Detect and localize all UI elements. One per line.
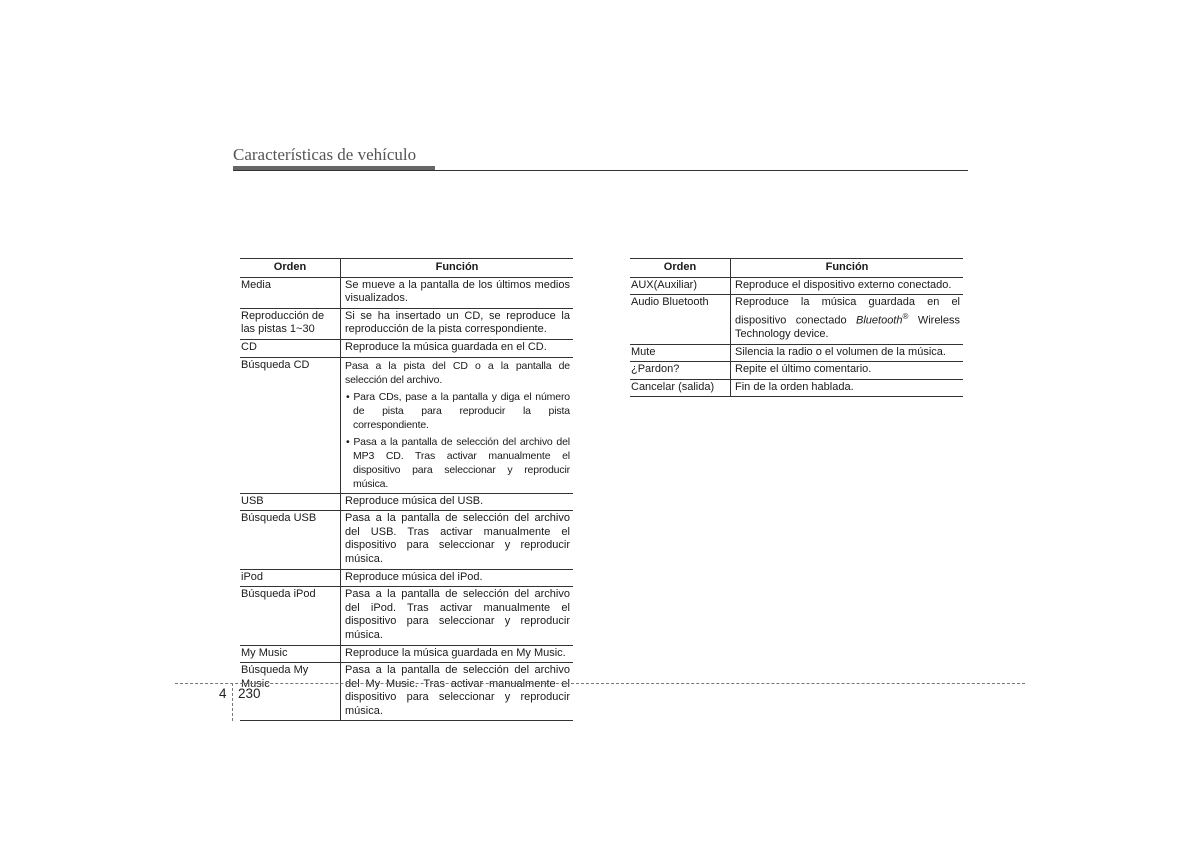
page-number: 230 bbox=[238, 686, 261, 701]
orden-cell: My Music bbox=[240, 645, 341, 663]
bullet-item: • Para CDs, pase a la pantalla y diga el número de pista para reproducir la pista correspondiente. bbox=[346, 390, 570, 431]
orden-cell: Búsqueda My Music bbox=[240, 663, 341, 721]
funcion-cell: Repite el último comentario. bbox=[731, 362, 964, 380]
funcion-cell: Reproduce música del USB. bbox=[341, 493, 574, 511]
funcion-cell bbox=[731, 295, 964, 344]
table-row bbox=[240, 277, 573, 308]
table-row bbox=[240, 569, 573, 587]
table-row bbox=[240, 511, 573, 569]
orden-cell: Búsqueda CD bbox=[240, 357, 341, 493]
orden-cell: CD bbox=[240, 339, 341, 357]
table-row bbox=[240, 645, 573, 663]
table-row bbox=[630, 295, 963, 344]
orden-cell: ¿Pardon? bbox=[630, 362, 731, 380]
orden-cell: AUX(Auxiliar) bbox=[630, 277, 731, 295]
orden-cell: Reproducción de las pistas 1~30 bbox=[240, 308, 341, 339]
orden-cell: Búsqueda USB bbox=[240, 511, 341, 569]
column-header-orden: Orden bbox=[240, 259, 341, 278]
voice-commands-table-right bbox=[630, 258, 963, 397]
funcion-cell: Reproduce la música guardada en My Music. bbox=[341, 645, 574, 663]
chapter-number: 4 bbox=[219, 686, 227, 701]
footer-rule bbox=[175, 683, 1025, 684]
funcion-cell bbox=[341, 357, 574, 493]
funcion-text: Reproduce la música guardada en el dispositivo conectado bbox=[735, 296, 960, 327]
table-row bbox=[240, 493, 573, 511]
table-header-row bbox=[240, 259, 573, 278]
column-header-funcion: Función bbox=[341, 259, 574, 278]
funcion-cell: Reproduce música del iPod. bbox=[341, 569, 574, 587]
table-header-row bbox=[630, 259, 963, 278]
funcion-cell: Silencia la radio o el volumen de la música. bbox=[731, 344, 964, 362]
bluetooth-trademark: Bluetooth bbox=[856, 314, 903, 327]
table-row bbox=[240, 308, 573, 339]
header-rule bbox=[233, 170, 968, 171]
table-row bbox=[630, 344, 963, 362]
table-row bbox=[240, 663, 573, 721]
orden-cell: Media bbox=[240, 277, 341, 308]
table-row bbox=[630, 379, 963, 397]
funcion-cell: Pasa a la pantalla de selección del archivo del USB. Tras activar manualmente el dispositivo para seleccionar y reproducir música. bbox=[341, 511, 574, 569]
table-row bbox=[240, 339, 573, 357]
column-header-orden: Orden bbox=[630, 259, 731, 278]
registered-mark: ® bbox=[902, 311, 909, 321]
funcion-text: Pasa a la pista del CD o a la pantalla de selección del archivo. bbox=[345, 359, 570, 386]
funcion-cell: Pasa a la pantalla de selección del archivo del My Music. Tras activar manualmente el dispositivo para seleccionar y reproducir música. bbox=[341, 663, 574, 721]
table-row bbox=[240, 587, 573, 645]
funcion-cell: Si se ha insertado un CD, se reproduce la reproducción de la pista correspondiente. bbox=[341, 308, 574, 339]
column-header-funcion: Función bbox=[731, 259, 964, 278]
bullet-item: • Pasa a la pantalla de selección del archivo del MP3 CD. Tras activar manualmente el dispositivo para seleccionar y reproducir música. bbox=[346, 435, 570, 490]
funcion-cell: Pasa a la pantalla de selección del archivo del iPod. Tras activar manualmente el dispositivo para seleccionar y reproducir música. bbox=[341, 587, 574, 645]
funcion-cell: Reproduce la música guardada en el CD. bbox=[341, 339, 574, 357]
orden-cell: USB bbox=[240, 493, 341, 511]
funcion-cell: Se mueve a la pantalla de los últimos medios visualizados. bbox=[341, 277, 574, 308]
funcion-cell: Reproduce el dispositivo externo conectado. bbox=[731, 277, 964, 295]
section-title: Características de vehículo bbox=[233, 145, 417, 164]
orden-cell: Búsqueda iPod bbox=[240, 587, 341, 645]
table-row bbox=[630, 362, 963, 380]
orden-cell: Audio Bluetooth bbox=[630, 295, 731, 344]
footer-divider bbox=[232, 683, 233, 721]
funcion-cell: Fin de la orden hablada. bbox=[731, 379, 964, 397]
orden-cell: Mute bbox=[630, 344, 731, 362]
orden-cell: Cancelar (salida) bbox=[630, 379, 731, 397]
orden-cell: iPod bbox=[240, 569, 341, 587]
funcion-text: Wireless Technology device. bbox=[735, 314, 960, 341]
voice-commands-table-left bbox=[240, 258, 573, 721]
table-row bbox=[630, 277, 963, 295]
table-row bbox=[240, 357, 573, 493]
